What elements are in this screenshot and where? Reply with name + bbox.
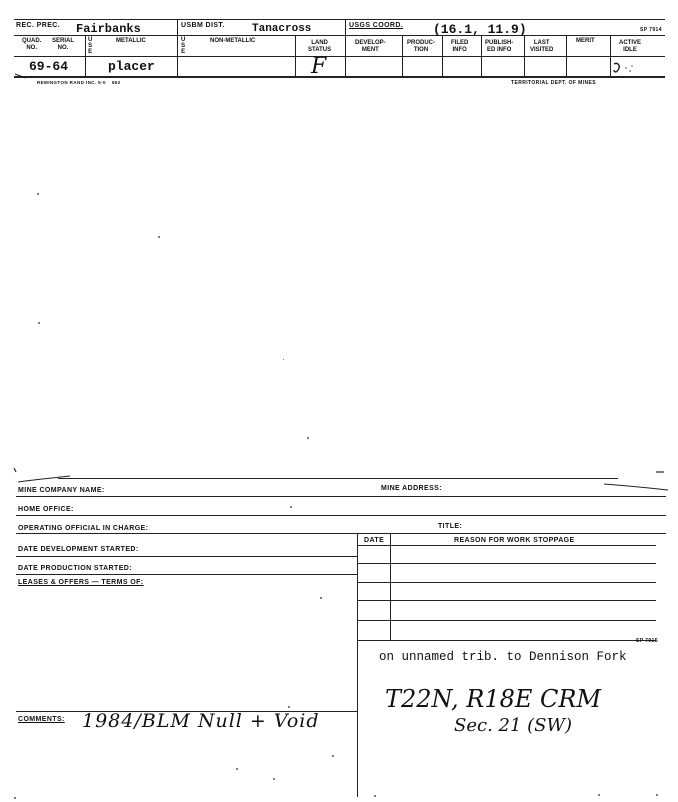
active-idle-mark bbox=[612, 60, 636, 76]
speck bbox=[158, 236, 160, 238]
stoppage-rule-5 bbox=[358, 640, 656, 641]
township-range-handwritten: T22N, R18E CRM bbox=[385, 685, 602, 713]
top-div-d bbox=[295, 35, 296, 76]
date-prod-label: DATE PRODUCTION STARTED: bbox=[18, 565, 132, 572]
stoppage-rule-4 bbox=[358, 620, 656, 621]
speck bbox=[236, 768, 238, 770]
header-filed-info: FILED INFO bbox=[451, 40, 469, 53]
corner-mark-left bbox=[12, 466, 72, 486]
top-rule-3 bbox=[14, 56, 665, 57]
date-label: DATE bbox=[364, 537, 385, 544]
speck bbox=[14, 797, 16, 799]
top-div-a bbox=[177, 19, 178, 76]
rec-prec-value: Fairbanks bbox=[76, 22, 141, 36]
date-prod-rule bbox=[16, 574, 358, 575]
header-use-1: U S E bbox=[88, 37, 93, 55]
reason-label: REASON FOR WORK STOPPAGE bbox=[454, 537, 575, 544]
speck bbox=[656, 794, 658, 796]
left-edge-mark bbox=[14, 72, 28, 80]
center-divider bbox=[357, 533, 358, 797]
top-footer-right: TERRITORIAL DEPT. OF MINES bbox=[511, 80, 596, 86]
comments-label: COMMENTS: bbox=[18, 716, 65, 723]
header-land-status: LAND STATUS bbox=[308, 40, 332, 53]
top-div-b bbox=[345, 19, 346, 76]
usbm-dist-label: USBM DIST. bbox=[181, 22, 225, 29]
home-office-rule bbox=[16, 515, 666, 516]
top-footer-code: 862 bbox=[112, 80, 121, 85]
corner-mark-right bbox=[600, 468, 670, 492]
mine-address-label: MINE ADDRESS: bbox=[381, 485, 442, 492]
date-dev-rule bbox=[16, 556, 358, 557]
location-note: on unnamed trib. to Dennison Fork bbox=[379, 650, 627, 664]
header-non-metallic: NON-METALLIC bbox=[210, 38, 256, 44]
header-last-visited: LAST VISITED bbox=[530, 40, 554, 53]
speck bbox=[320, 597, 322, 599]
land-status-mark: F bbox=[311, 54, 327, 79]
stoppage-rule-1 bbox=[358, 563, 656, 564]
header-development: DEVELOP- MENT bbox=[355, 40, 386, 53]
top-div-j bbox=[610, 35, 611, 76]
top-div-g bbox=[481, 35, 482, 76]
speck bbox=[307, 437, 309, 439]
top-footer-left: REMINGTON RAND INC. 5-0 bbox=[37, 80, 106, 85]
usgs-coord-label: USGS COORD. bbox=[349, 22, 404, 29]
home-office-label: HOME OFFICE: bbox=[18, 506, 74, 513]
speck bbox=[283, 359, 284, 360]
metallic-value: placer bbox=[108, 59, 155, 74]
bottom-top-rule bbox=[58, 478, 618, 479]
usgs-coord-value: (16.1, 11.9) bbox=[433, 22, 527, 37]
speck bbox=[374, 795, 376, 797]
header-active-idle: ACTIVE IDLE bbox=[619, 40, 642, 53]
speck bbox=[332, 755, 334, 757]
header-use-2: U S E bbox=[181, 37, 186, 55]
top-div-h bbox=[524, 35, 525, 76]
header-metallic: METALLIC bbox=[116, 38, 146, 44]
leases-label: LEASES & OFFERS — TERMS OF: bbox=[18, 579, 144, 586]
speck bbox=[598, 794, 600, 796]
mine-company-rule bbox=[16, 496, 666, 497]
top-rule-1 bbox=[14, 19, 665, 20]
speck bbox=[290, 506, 292, 508]
speck bbox=[273, 778, 275, 780]
top-div-i bbox=[566, 35, 567, 76]
title-label: TITLE: bbox=[438, 523, 463, 530]
top-div-f bbox=[442, 35, 443, 76]
mine-company-label: MINE COMPANY NAME: bbox=[18, 487, 105, 494]
date-dev-label: DATE DEVELOPMENT STARTED: bbox=[18, 546, 139, 553]
date-header-rule bbox=[358, 545, 656, 546]
stoppage-rule-3 bbox=[358, 600, 656, 601]
top-div-c bbox=[85, 35, 86, 76]
speck bbox=[288, 706, 290, 708]
speck bbox=[38, 322, 40, 324]
date-column-divider bbox=[390, 533, 391, 640]
header-published-info: PUBLISH- ED INFO bbox=[485, 40, 514, 53]
top-div-e bbox=[402, 35, 403, 76]
rec-prec-label: REC. PREC. bbox=[16, 22, 61, 29]
top-rule-4 bbox=[14, 76, 665, 78]
header-merit: MERIT bbox=[576, 38, 595, 44]
usbm-dist-value: Tanacross bbox=[252, 23, 312, 35]
quad-serial-value: 69-64 bbox=[29, 59, 69, 74]
form-number-top: SP 7914 bbox=[640, 27, 662, 33]
section-handwritten: Sec. 21 (SW) bbox=[454, 715, 573, 736]
header-production: PRODUC- TION bbox=[407, 40, 435, 53]
operating-official-label: OPERATING OFFICIAL IN CHARGE: bbox=[18, 525, 149, 532]
header-quad-no: QUAD. NO. bbox=[22, 38, 42, 51]
comments-handwritten: 1984/BLM Null + Void bbox=[82, 710, 320, 732]
stoppage-rule-2 bbox=[358, 582, 656, 583]
form-number-bottom: SP 7915 bbox=[636, 638, 658, 644]
operating-rule bbox=[16, 533, 666, 534]
speck bbox=[37, 193, 39, 195]
header-serial-no: SERIAL NO. bbox=[52, 38, 75, 51]
